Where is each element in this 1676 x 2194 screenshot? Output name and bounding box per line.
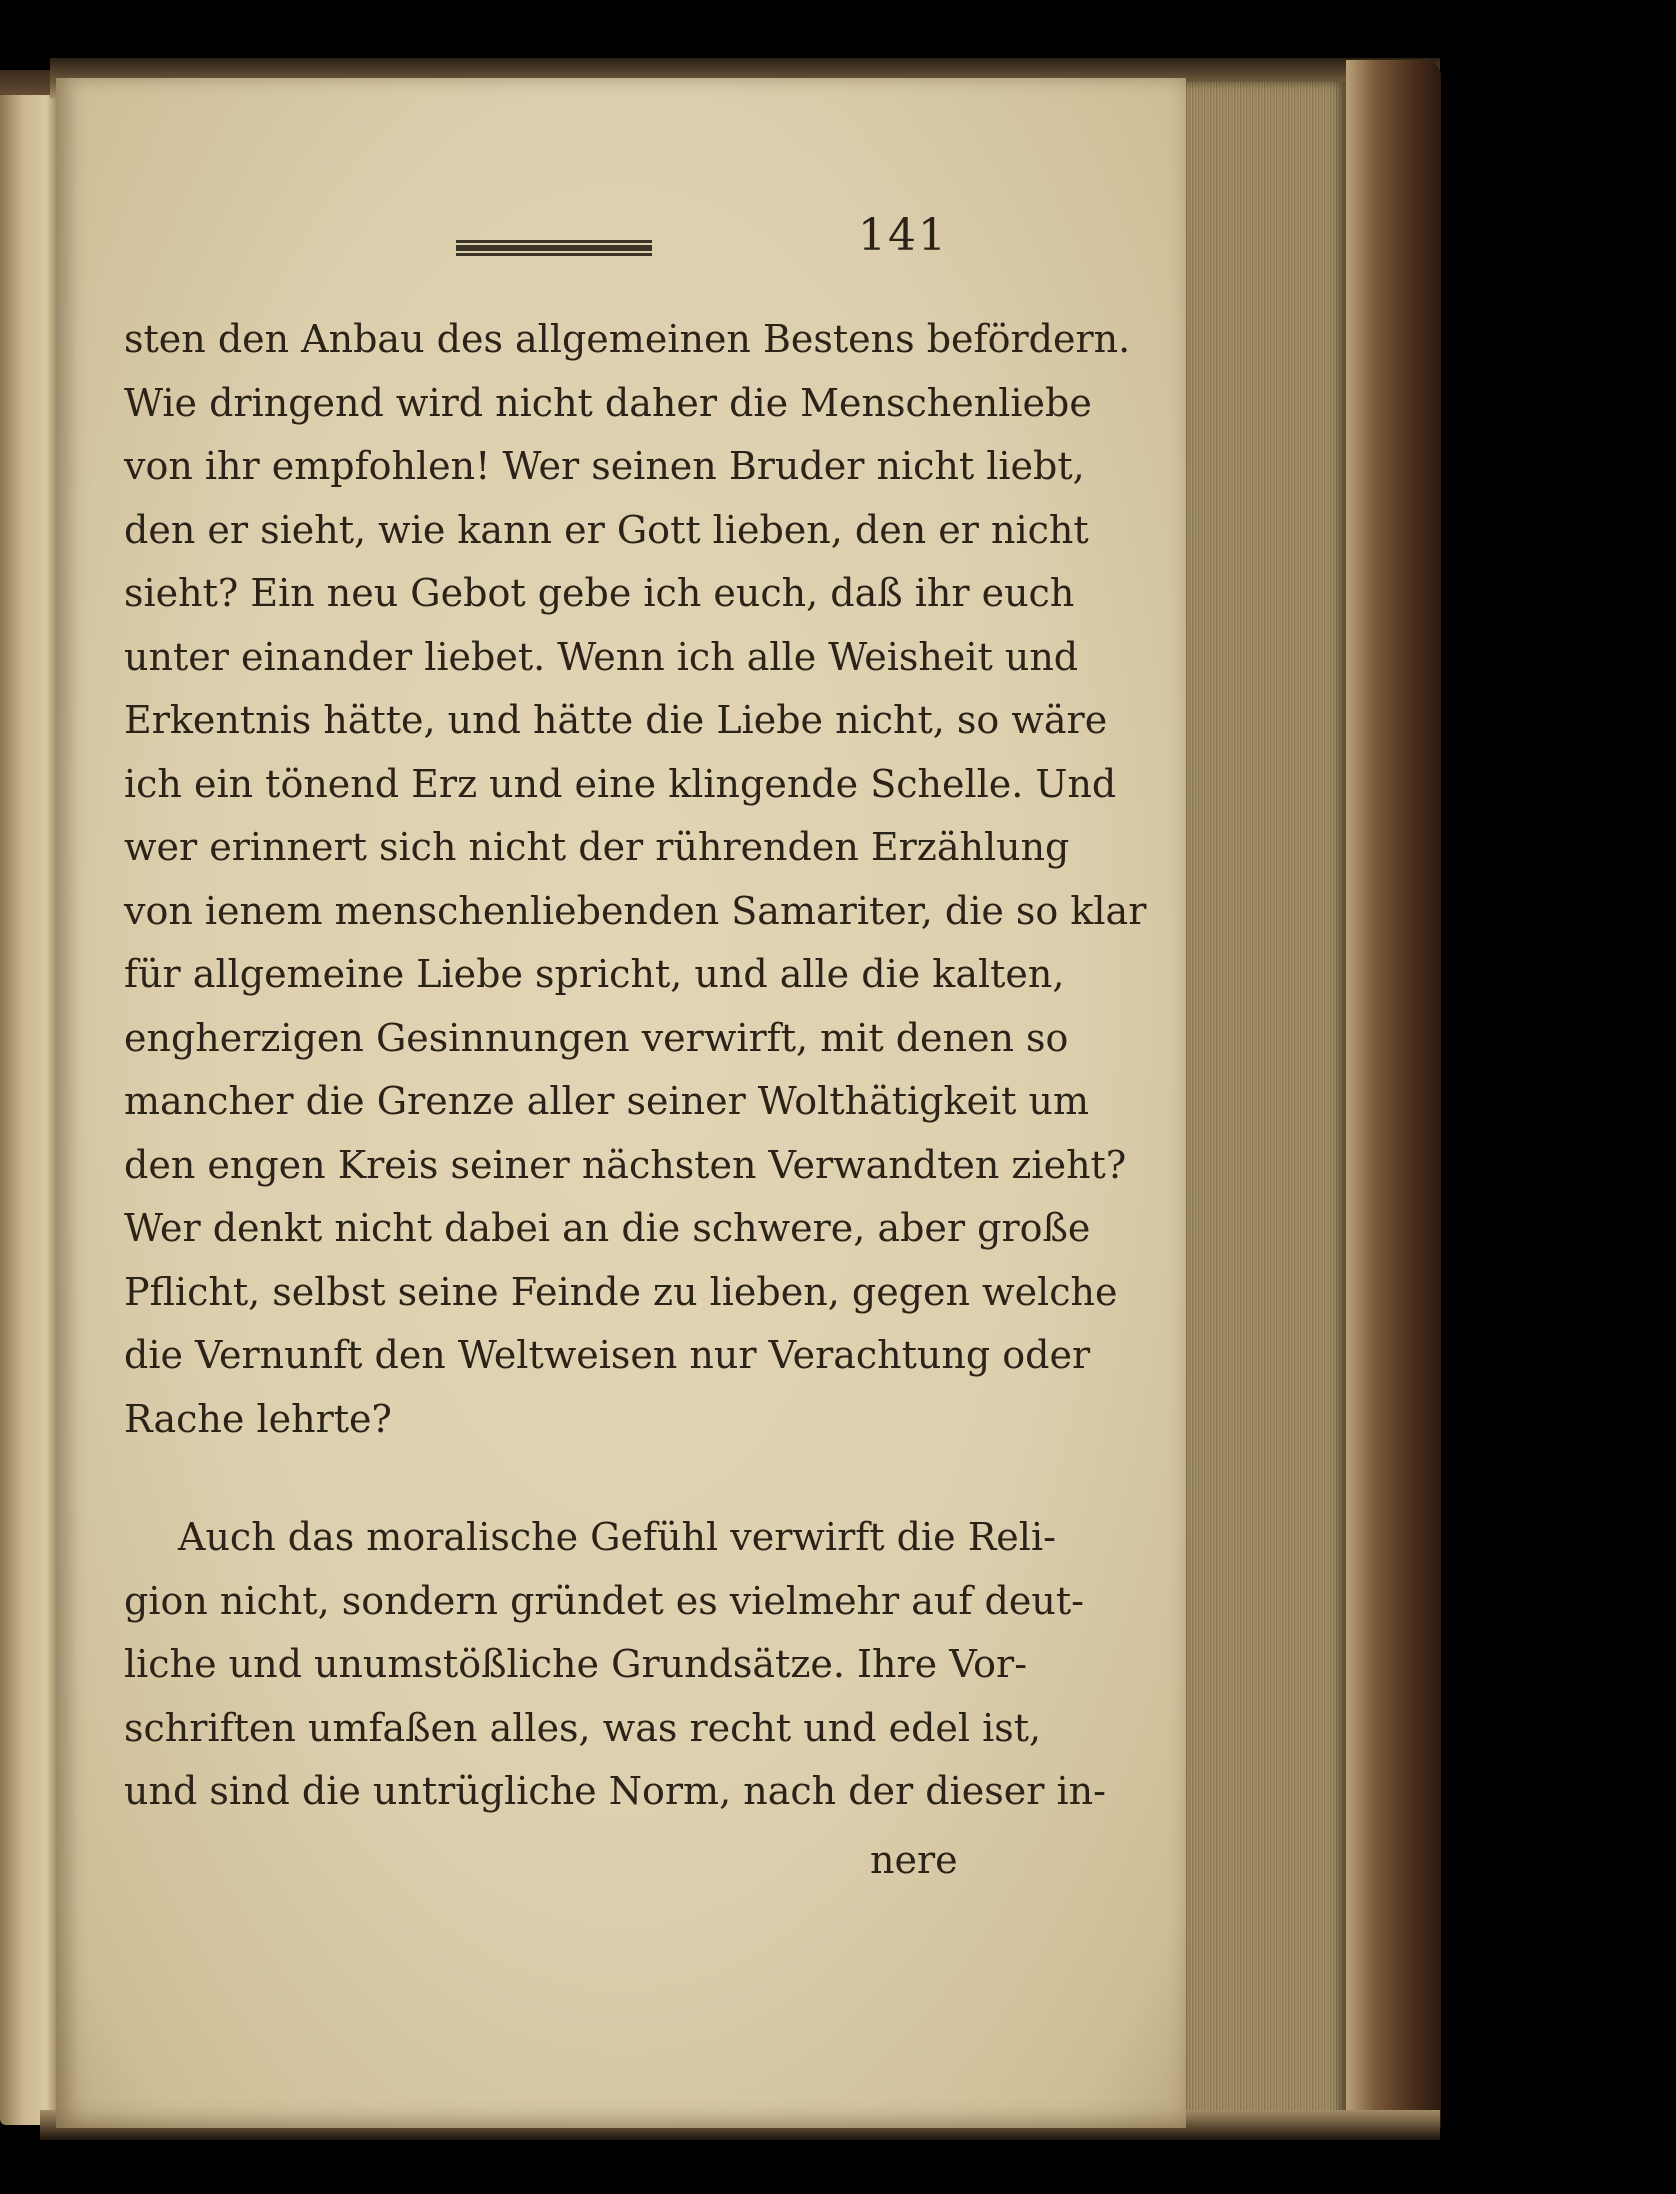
text-line: sten den Anbau des allgemeinen Bestens befördern. [124, 317, 1131, 361]
text-line: ich ein tönend Erz und eine klingende Schelle. Und [124, 761, 1117, 806]
text-line: die Vernunft den Weltweisen nur Verachtung oder [124, 1333, 1091, 1377]
text-line: liche und unumstößliche Grundsätze. Ihre Vor- [124, 1642, 1028, 1686]
text-line: schriften umfaßen alles, was recht und edel ist, [124, 1705, 1042, 1750]
text-line: von ihr empfohlen! Wer seinen Bruder nicht liebt, [124, 444, 1085, 488]
text-line: und sind die untrügliche Norm, nach der dieser in- [124, 1769, 1106, 1813]
paragraph-1 [124, 308, 1147, 1451]
catchword: nere [870, 1838, 958, 1882]
text-line: Rache lehrte? [124, 1396, 392, 1441]
text-line: den engen Kreis seiner nächsten Verwandten zieht? [124, 1142, 1127, 1187]
book-cover-spine [1346, 60, 1441, 2140]
paragraph-gap [124, 1451, 1000, 1506]
text-line: unter einander liebet. Wenn ich alle Weisheit und [124, 634, 1079, 679]
text-line: mancher die Grenze aller seiner Wolthätigkeit um [124, 1079, 1089, 1123]
text-line: engherzigen Gesinnungen verwirft, mit denen so [124, 1015, 1069, 1060]
body-text [124, 308, 1147, 1824]
text-line: Wer denkt nicht dabei an die schwere, aber große [124, 1206, 1091, 1250]
paragraph-2 [124, 1506, 1106, 1824]
text-line: von ienem menschenliebenden Samariter, die so klar [124, 888, 1147, 933]
text-line: Erkentnis hätte, und hätte die Liebe nicht, so wäre [124, 698, 1108, 742]
text-line: für allgemeine Liebe spricht, und alle die kalten, [124, 952, 1065, 996]
text-line: gion nicht, sondern gründet es vielmehr auf deut- [124, 1578, 1084, 1623]
text-line: wer erinnert sich nicht der rührenden Erzählung [124, 825, 1070, 869]
header-rule [456, 240, 652, 256]
page-number: 141 [858, 210, 948, 261]
left-page [0, 95, 58, 2125]
text-line: Auch das moralische Gefühl verwirft die Reli- [178, 1515, 1056, 1559]
text-line: den er sieht, wie kann er Gott lieben, den er nicht [124, 507, 1089, 552]
text-line: Pflicht, selbst seine Feinde zu lieben, gegen welche [124, 1269, 1118, 1314]
page-stack-edge [1186, 82, 1346, 2122]
text-line: sieht? Ein neu Gebot gebe ich euch, daß ihr euch [124, 571, 1075, 615]
text-line: Wie dringend wird nicht daher die Menschenliebe [124, 380, 1092, 425]
